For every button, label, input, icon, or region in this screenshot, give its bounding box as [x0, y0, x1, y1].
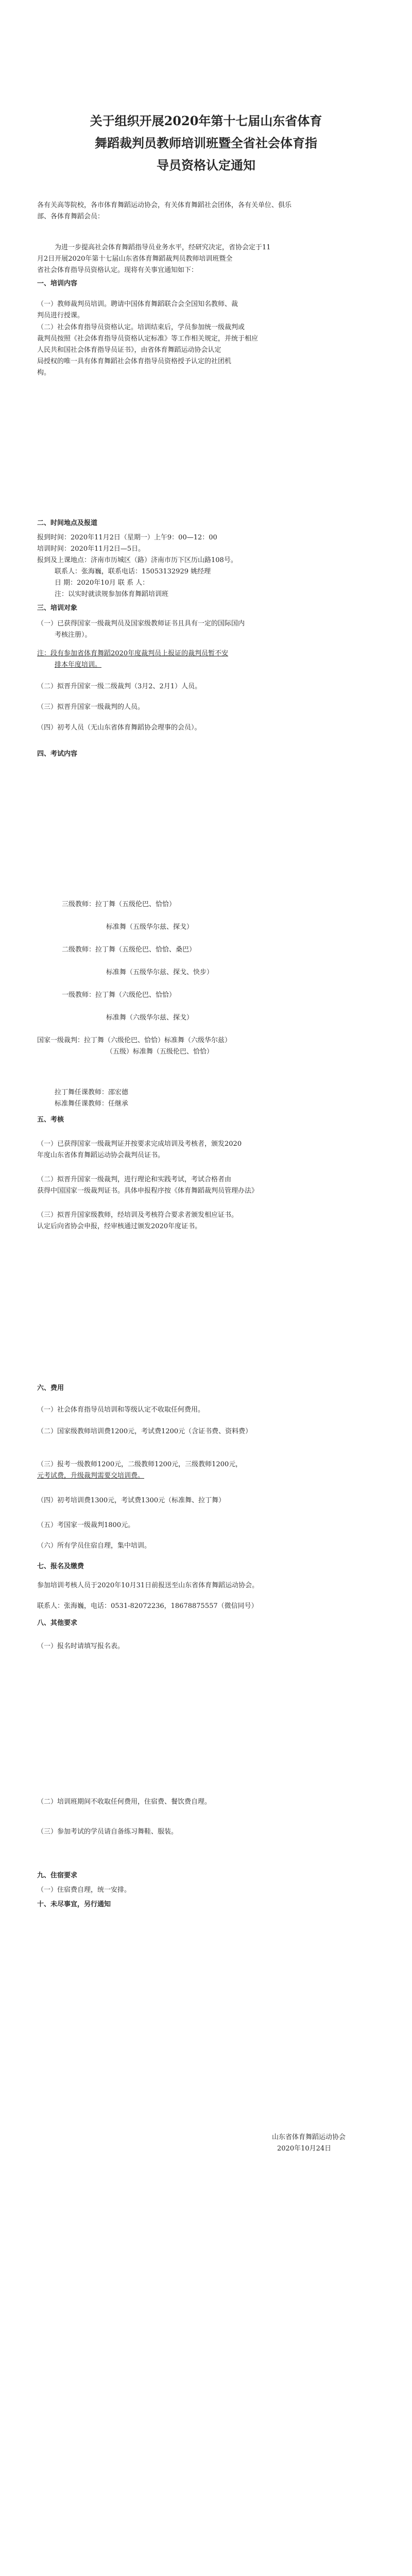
exam-content-line-10: 标准舞任课教师：任继承: [55, 1100, 129, 1108]
exam-content-line-2: 标准舞（五级华尔兹、探戈）: [106, 923, 194, 931]
exam-content-line-6: 标准舞（六级华尔兹、探戈）: [106, 1014, 194, 1022]
participants-line-6: （三）拟晋升国家一级裁判的人员。: [37, 703, 145, 711]
training-line-7: 构。: [37, 369, 51, 377]
assessment-line-6: 认定后向省协会申报，经审核通过颁发2020年度证书。: [37, 1223, 202, 1230]
section-heading-schedule: 二、时间地点及报道: [37, 519, 98, 527]
section-heading-closing: 十、未尽事宜，另行通知: [37, 1901, 111, 1908]
exam-content-line-7: 国家一级裁判：拉丁舞（六级伦巴、恰恰）标准舞（六级华尔兹）: [37, 1037, 232, 1044]
notice-title-line-3: 导员资格认定通知: [157, 158, 255, 173]
training-line-4: 裁判员按照《社会体育指导员资格认定标准》等工作相关规定，并统于相应: [37, 335, 259, 343]
assessment-line-1: （一）已获得国家一级裁判证并按要求完成培训及考核者，颁发2020: [37, 1140, 242, 1148]
schedule-line-4: 联系人：张海巍，联系电话：15053132929 姚经理: [55, 568, 211, 575]
assessment-line-2: 年度山东省体育舞蹈运动协会裁判员证书。: [37, 1151, 165, 1159]
schedule-line-3: 报到及上课地点：济南市历城区（路）济南市历下区历山路108号。: [37, 556, 237, 564]
registration-line-1: 参加培训考核人员于2020年10月31日前报送至山东省体育舞蹈运动协会。: [37, 1582, 259, 1589]
section-heading-other-requirements: 八、其他要求: [37, 1619, 78, 1627]
exam-content-line-5: 一级教师：拉丁舞（六级伦巴、恰恰）: [62, 991, 176, 999]
other-requirements-line-3: （三）参加考试的学员请自备练习舞鞋、服装。: [37, 1828, 178, 1836]
section-heading-fees: 六、费用: [37, 1384, 64, 1392]
fees-line-2: （二）国家级教师培训费1200元，考试费1200元（含证书费、资料费）: [37, 1428, 252, 1435]
exam-content-line-8: （五级）标准舞（五级伦巴、恰恰）: [106, 1048, 214, 1056]
training-line-6: 局授权的唯一具有体育舞蹈社会体育指导员资格授予认定的社团机: [37, 358, 232, 365]
accommodation-line-1: （一）住宿费自理，统一安排。: [37, 1886, 131, 1894]
assessment-line-5: （三）拟晋升国家级教师，经培训及考核符合要求者颁发相应证书。: [37, 1211, 238, 1219]
notice-title-line-1: 关于组织开展2020年第十七届山东省体育: [90, 113, 322, 128]
section-heading-registration: 七、报名及缴费: [37, 1563, 84, 1570]
section-heading-training: 一、培训内容: [37, 280, 78, 287]
fees-line-5: （四）初考培训费1300元，考试费1300元（标准舞、拉丁舞）: [37, 1497, 226, 1504]
section-heading-accommodation: 九、住宿要求: [37, 1872, 78, 1879]
schedule-line-5: 日 期：2020年10月 联 系 人：: [55, 579, 149, 587]
addressee-line-2: 部、各体育舞蹈会员：: [37, 213, 105, 221]
section-heading-assessment: 五、考核: [37, 1116, 64, 1124]
fees-line-3: （三）报考一级教师1200元，二级教师1200元，三级教师1200元，: [37, 1461, 243, 1468]
participants-line-3: 注：段有参加省体育舞蹈2020年度裁判员上报证的裁判员暂不安: [37, 650, 229, 657]
assessment-line-4: 获得中国国家一级裁判证书。具体申报程序按《体育舞蹈裁判员管理办法》: [37, 1187, 259, 1195]
signature-date: 2020年10月24日: [277, 2145, 332, 2153]
schedule-line-1: 报到时间：2020年11月2日（星期一）上午9：00—12：00: [37, 534, 217, 541]
exam-content-line-1: 三级教师：拉丁舞（五级伦巴、恰恰）: [62, 901, 176, 908]
intro-line-2: 月2日开展2020年第十七届山东省体育舞蹈裁判员教师培训班暨全: [37, 255, 233, 263]
exam-content-line-4: 标准舞（五级华尔兹、探戈、快步）: [106, 969, 214, 976]
exam-content-line-9: 拉丁舞任课教师：邵宏德: [55, 1089, 129, 1096]
training-line-3: （二）社会体育指导员资格认定。培训结束后，学员参加统一级裁判或: [37, 324, 245, 331]
schedule-line-6: 注：以实时就读规参加体育舞蹈培训班: [55, 590, 169, 598]
participants-line-2: 考核注册）。: [55, 631, 92, 639]
participants-line-7: （四）初考人员（无山东省体育舞蹈协会理事的会员）。: [37, 724, 201, 732]
intro-line-1: 为进一步提高社会体育舞蹈指导员业务水平，经研究决定，省协会定于11: [55, 244, 271, 251]
fees-line-6: （五）考国家一级裁判1800元。: [37, 1521, 135, 1529]
participants-line-4: 排本年度培训。: [55, 661, 102, 669]
training-line-1: （一）教师裁判员培训。聘请中国体育舞蹈联合会全国知名教师、裁: [37, 300, 238, 308]
intro-line-3: 省社会体育指导员资格认定。现将有关事宜通知如下：: [37, 266, 198, 274]
section-heading-exam-content: 四、考试内容: [37, 750, 78, 758]
section-heading-participants: 三、培训对象: [37, 604, 78, 612]
schedule-line-2: 培训时间：2020年11月2日—5日。: [37, 545, 145, 553]
fees-line-1: （一）社会体育指导员培训和等级认定不收取任何费用。: [37, 1406, 205, 1414]
notice-title-line-2: 舞蹈裁判员教师培训班暨全省社会体育指: [95, 135, 317, 150]
addressee-line-1: 各有关高等院校，各市体育舞蹈运动协会，有关体育舞蹈社会团体，各有关单位、俱乐: [37, 201, 292, 209]
signature-organization: 山东省体育舞蹈运动协会: [272, 2133, 346, 2141]
assessment-line-3: （二）拟晋升国家一级裁判，进行理论和实践考试，考试合格者由: [37, 1176, 232, 1183]
fees-line-4: 元考试费，升级裁判需要交培训费。: [37, 1472, 145, 1480]
exam-content-line-3: 二级教师：拉丁舞（五级伦巴、恰恰、桑巴）: [62, 946, 196, 954]
fees-line-7: （六）所有学员住宿自理，集中培训。: [37, 1542, 151, 1550]
participants-line-5: （二）拟晋升国家一级二级裁判（3月2、2月1）人员。: [37, 683, 202, 690]
participants-line-1: （一）已获得国家一级裁判员及国家级教师证书且具有一定的国际国内: [37, 620, 245, 628]
training-line-5: 人民共和国社会体育指导员证书》，由省体育舞蹈运动协会认定: [37, 346, 221, 354]
other-requirements-line-2: （二）培训班期间不收取任何费用，住宿费、餐饮费自理。: [37, 1798, 212, 1806]
other-requirements-line-1: （一）报名时请填写报名表。: [37, 1642, 125, 1650]
training-line-2: 判员进行授课。: [37, 312, 84, 319]
registration-line-2: 联系人：张海巍，电话：0531-82072236，18678875557（微信同号）: [37, 1602, 258, 1610]
